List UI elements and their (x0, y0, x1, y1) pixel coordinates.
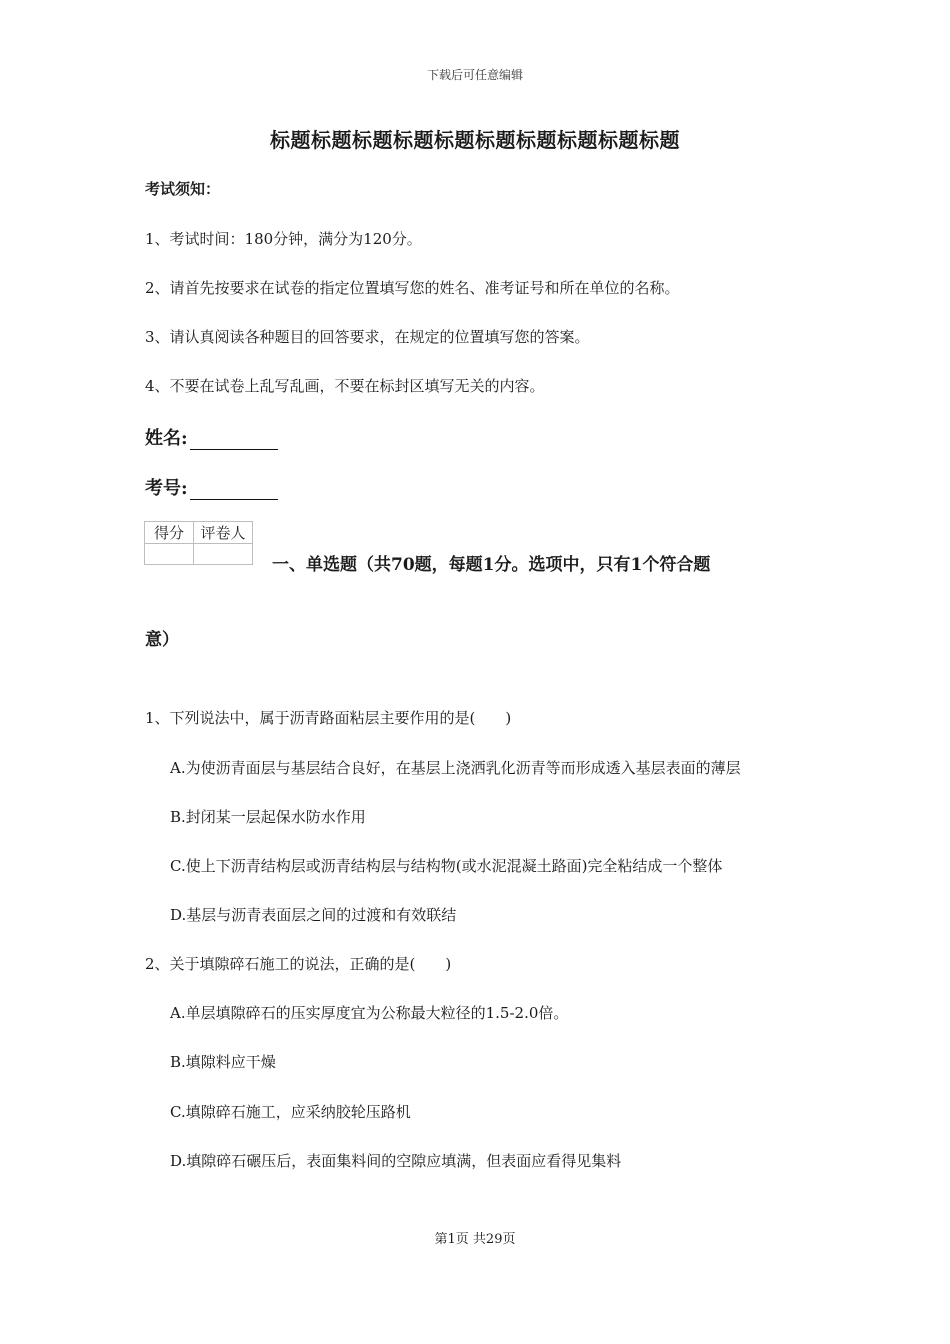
name-field (145, 424, 278, 450)
instruction-item: 3、请认真阅读各种题目的回答要求，在规定的位置填写您的答案。 (145, 328, 590, 346)
instruction-item: 4、不要在试卷上乱写乱画，不要在标封区填写无关的内容。 (145, 377, 545, 395)
instruction-item: 2、请首先按要求在试卷的指定位置填写您的姓名、准考证号和所在单位的名称。 (145, 279, 680, 297)
question-option: A.为使沥青面层与基层结合良好，在基层上浇洒乳化沥青等而形成透入基层表面的薄层 (170, 759, 741, 777)
page-footer: 第1页 共29页 (434, 1232, 516, 1247)
question-option: D.填隙碎石碾压后，表面集料间的空隙应填满，但表面应看得见集料 (170, 1152, 622, 1170)
question-option: B.填隙料应干燥 (170, 1053, 276, 1071)
question-option: C.使上下沥青结构层或沥青结构层与结构物(或水泥混凝土路面)完全粘结成一个整体 (170, 857, 723, 875)
grader-header: 评卷人 (194, 522, 253, 544)
header-note: 下载后可任意编辑 (426, 68, 523, 82)
question-option: D.基层与沥青表面层之间的过渡和有效联结 (170, 906, 457, 924)
score-header: 得分 (145, 522, 194, 544)
question-option: C.填隙碎石施工，应采纳胶轮压路机 (170, 1103, 411, 1121)
question-stem: 1、下列说法中，属于沥青路面粘层主要作用的是( ) (145, 709, 512, 727)
id-label: 考号: (145, 478, 188, 499)
instruction-item: 1、考试时间：180分钟，满分为120分。 (145, 230, 422, 248)
question-option: A.单层填隙碎石的压实厚度宜为公称最大粒径的1.5-2.0倍。 (170, 1004, 569, 1022)
id-field (145, 474, 278, 500)
id-input-line[interactable] (190, 483, 278, 500)
section-title-continued: 意） (145, 630, 179, 650)
question-option: B.封闭某一层起保水防水作用 (170, 808, 366, 826)
name-label: 姓名: (145, 428, 188, 449)
question-stem: 2、关于填隙碎石施工的说法，正确的是( ) (145, 955, 452, 973)
score-table (144, 521, 253, 565)
grader-cell[interactable] (194, 544, 253, 565)
score-cell[interactable] (145, 544, 194, 565)
instructions-heading: 考试须知： (145, 180, 221, 198)
section-title: 一、单选题（共70题，每题1分。选项中，只有1个符合题 (272, 555, 711, 575)
name-input-line[interactable] (190, 433, 278, 450)
page-title: 标题标题标题标题标题标题标题标题标题标题 (270, 128, 680, 152)
